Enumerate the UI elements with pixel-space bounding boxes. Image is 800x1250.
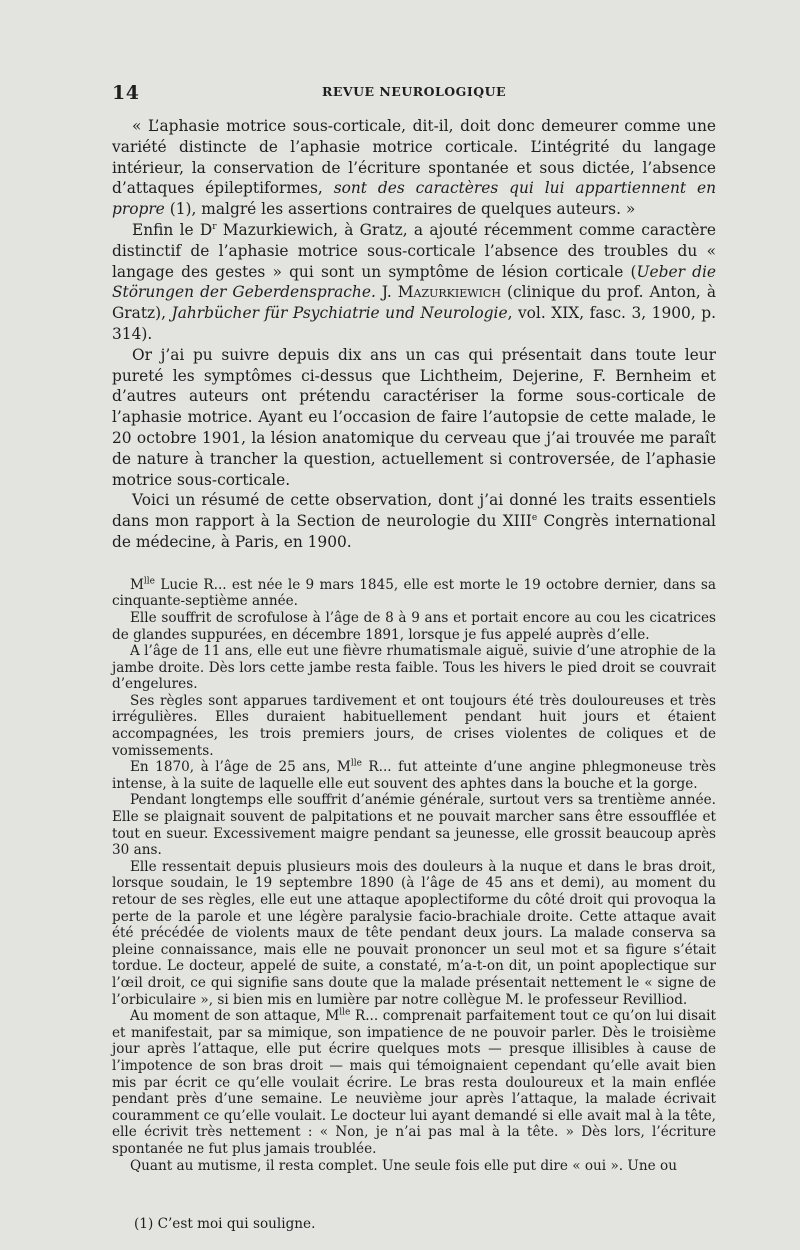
page-number: 14 bbox=[112, 82, 140, 104]
paragraph-mazurkiewich: Enfin le $D^r$ Mazurkiewich, à Gratz, a ajouté récemment comme caractère distinctif de l’aphasie motrice sous-corticale l’absence des troubles du « langage des gestes » qui sont un symptôme de lésion corticale (Ueber die Störungen der Geberdensprache. J. Mazurkiewich (clinique du prof. Anton, à Gratz), Jahrbücher für Psychiatrie und Neurologie, vol. XIX, fasc. 3, 1900, p. 314). bbox=[112, 220, 717, 343]
case-paragraph: A l’âge de 11 ans, elle eut une fièvre rhumatismale aiguë, suivie d’une atrophie de la jambe droite. Dès lors cette jambe resta faible. Tous les hivers le pied droit se couvrait d’engelures. bbox=[112, 643, 716, 693]
page-header bbox=[112, 78, 716, 102]
case-paragraph: Au moment de son attaque, $M^{lle}$ R... comprenait parfaitement tout ce qu’on lui disait et manifestait, par sa mimique, son impatience de ne pouvoir parler. Dès le troisième jour après l’attaque, elle put écrire quelques mots — presque illisibles à cause de l’impotence de son bras droit — mais qui témoignaient cependant qu’elle avait bien mis par écrit ce qu’elle voulait écrire. Le bras resta douloureux et la main enflée pendant près d’une semaine. Le neuvième jour après l’attaque, la malade écrivait couramment ce qu’elle voulait. Le docteur lui ayant demandé si elle avait mal à la tête, elle écrivit très nettement : « Non, je n’ai pas mal à la tête. » Dès lors, l’écriture spontanée ne fut plus jamais troublée. bbox=[112, 1007, 716, 1157]
paragraph-case-intro: Or j’ai pu suivre depuis dix ans un cas qui présentait dans toute leur pureté les symptômes ci-dessus que Lichtheim, Dejerine, F. Bernheim et d’autres auteurs ont prétendu caractériser la forme sous-corticale de l’aphasie motrice. Ayant eu l’occasion de faire l’autopsie de cette malade, le 20 octobre 1901, la lésion anatomique du cerveau que j’ai trouvée me paraît de nature à trancher la question, actuellement si controversée, de l’aphasie motrice sous-corticale. bbox=[112, 345, 716, 489]
case-paragraph: Pendant longtemps elle souffrit d’anémie générale, surtout vers sa trentième année. Elle se plaignait souvent de palpitations et ne pouvait marcher sans être essoufflée et tout en sueur. Excessivement maigre pendant sa jeunesse, elle grossit beaucoup après 30 ans. bbox=[112, 792, 716, 859]
case-paragraph: Elle ressentait depuis plusieurs mois des douleurs à la nuque et dans le bras droit, lorsque soudain, le 19 septembre 1890 (à l’âge de 45 ans et demi), au moment du retour de ses règles, elle eut une attaque apoplectiforme du côté droit qui provoqua la perte de la parole et une légère paralysie facio-brachiale droite. Cette attaque avait été précédée de violents maux de tête pendant deux jours. La malade conserva sa pleine connaissance, mais elle ne pouvait prononcer un seul mot et sa figure s’était tordue. Le docteur, appelé de suite, a constaté, m’a-t-on dit, un point apoplectique sur l’œil droit, ce qui signifie sans doute que la malade présentait nettement le « signe de l’orbiculaire », si bien mis en lumière par notre collègue M. le professeur Revilliod. bbox=[112, 858, 716, 1008]
case-report bbox=[112, 577, 716, 1174]
case-paragraph: Quant au mutisme, il resta complet. Une seule fois elle put dire « oui ». Une ou bbox=[130, 1157, 677, 1174]
case-paragraph: Elle souffrit de scrofulose à l’âge de 8 à 9 ans et portait encore au cou les cicatrices de glandes suppurées, en décembre 1891, lorsque je fus appelé auprès d’elle. bbox=[112, 609, 716, 643]
paragraph-quote: « L’aphasie motrice sous-corticale, dit-il, doit donc demeurer comme une variété distincte de l’aphasie motrice corticale. L’intégrité du langage intérieur, la conservation de l’écriture spontanée et sous dictée, l’absence d’attaques épileptiformes, sont des caractères qui lui appartiennent en propre (1), malgré les assertions contraires de quelques auteurs. » bbox=[112, 117, 716, 219]
footnote: (1) C’est moi qui souligne. bbox=[134, 1216, 316, 1233]
case-paragraph: Ses règles sont apparues tardivement et ont toujours été très douloureuses et très irrégulières. Elles duraient habituellement pendant huit jours et étaient accompagnées, les trois premiers jours, de crises violentes de coliques et de vomissements. bbox=[112, 692, 716, 759]
case-paragraph: En 1870, à l’âge de 25 ans, $M^{lle}$ R... fut atteinte d’une angine phlegmoneuse très intense, à la suite de laquelle elle eut souvent des aphtes dans la bouche et la gorge. bbox=[112, 758, 716, 792]
case-paragraph: $M^{lle}$ Lucie R... est née le 9 mars 1845, elle est morte le 19 octobre dernier, dans sa cinquante-septième année. bbox=[112, 576, 716, 610]
paragraph-summary: Voici un résumé de cette observation, dont j’ai donné les traits essentiels dans mon rapport à la Section de neurologie du XIIIe Congrès international de médecine, à Paris, en 1900. bbox=[112, 491, 716, 551]
running-title: REVUE NEUROLOGIQUE bbox=[321, 84, 507, 99]
main-text bbox=[112, 116, 716, 553]
